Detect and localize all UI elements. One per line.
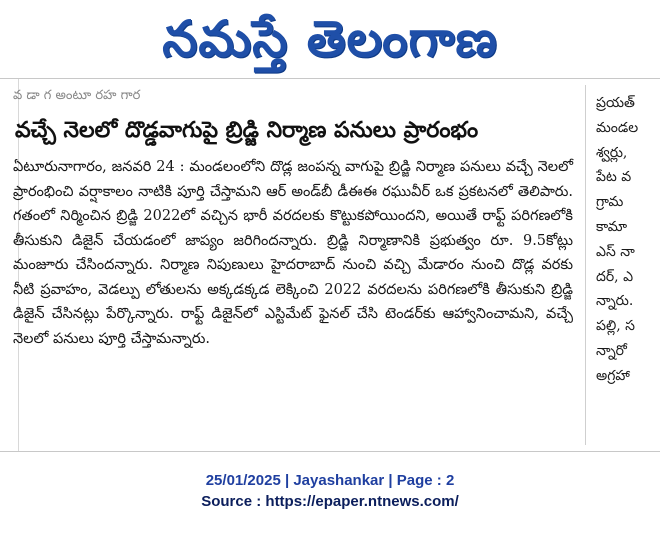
newspaper-clipping xyxy=(0,78,660,452)
side-line: శ్వర్లు, xyxy=(596,144,628,161)
side-line: కామా xyxy=(596,218,628,235)
side-line: దర్, ఎ xyxy=(596,268,634,285)
side-line: గ్రామ xyxy=(596,194,624,211)
side-line: పల్లి, స xyxy=(596,318,635,335)
side-line: పేట వ xyxy=(596,169,632,186)
side-line: న్నారో xyxy=(596,342,627,359)
footer xyxy=(0,470,660,512)
cutoff-text-line: వ డా గ అంటూ రహ గార xyxy=(13,89,141,103)
article xyxy=(13,89,576,449)
masthead xyxy=(0,0,660,78)
article-headline: వచ్చే నెలలో దొడ్డవాగుపై బ్రిడ్జి నిర్మాణ పనులు ప్రారంభం xyxy=(15,118,479,143)
side-line: మండల xyxy=(596,119,639,136)
side-line: ప్రయత్ xyxy=(596,95,635,111)
article-body: ఏటూరునాగారం, జనవరి 24 : మండలంలోని దొడ్ల జంపన్న వాగుపై బ్రిడ్జి నిర్మాణ పనులు వచ్చే నెలలో ప్రారంభించి వర్షాకాలం నాటికి పూర్తి చేస్తామని ఆర్ అండ్‌బీ డీఈఈ రఘువీర్ ఒక ప్రకటనలో తెలిపారు. గతంలో నిర్మించిన బ్రిడ్జి 2022లో వచ్చిన భారీ వరదలకు కొట్టుకపోయిందని, అయితే రాఫ్ట్ పరిగణలోకి తీసుకుని డిజైన్ చేయడంలో జాప్యం జరిగిందన్నారు. బ్రిడ్జి నిర్మాణానికి ప్రభుత్వం రూ. 9.5కోట్లు మంజూరు చేసిందన్నారు. నిర్మాణ నిపుణులు హైదరాబాద్ నుంచి వచ్చి మేడారం నుంచి దొడ్ల వరకు నీటి ప్రవాహం, వెడల్పు లోతులను అక్కడక్కడ లెక్కించి 2022 వరదలను పరిగణలోకి తీసుకుని బ్రిడ్జి డిజైన్ చేసినట్లు పేర్కొన్నారు. రాఫ్ట్ డిజైన్‌లో ఎస్టిమేట్ ఫైనల్ చేసి టెండర్‌కు ఆహ్వానించామని, వచ్చే నెలలో పనులు పూర్తి చేస్తామన్నారు. xyxy=(13,159,573,347)
side-line: న్నారు. xyxy=(596,293,634,310)
footer-date-page: 25/01/2025 | Jayashankar | Page : 2 xyxy=(205,472,455,489)
footer-source-link[interactable]: Source : https://epaper.ntnews.com/ xyxy=(201,493,459,510)
side-line: అగ్రహా xyxy=(596,367,630,384)
adjacent-article-column xyxy=(596,91,660,451)
newspaper-logo: నమస్తే తెలంగాణ xyxy=(162,10,498,68)
column-divider xyxy=(585,85,586,445)
side-line: ఎస్ నా xyxy=(596,243,635,260)
